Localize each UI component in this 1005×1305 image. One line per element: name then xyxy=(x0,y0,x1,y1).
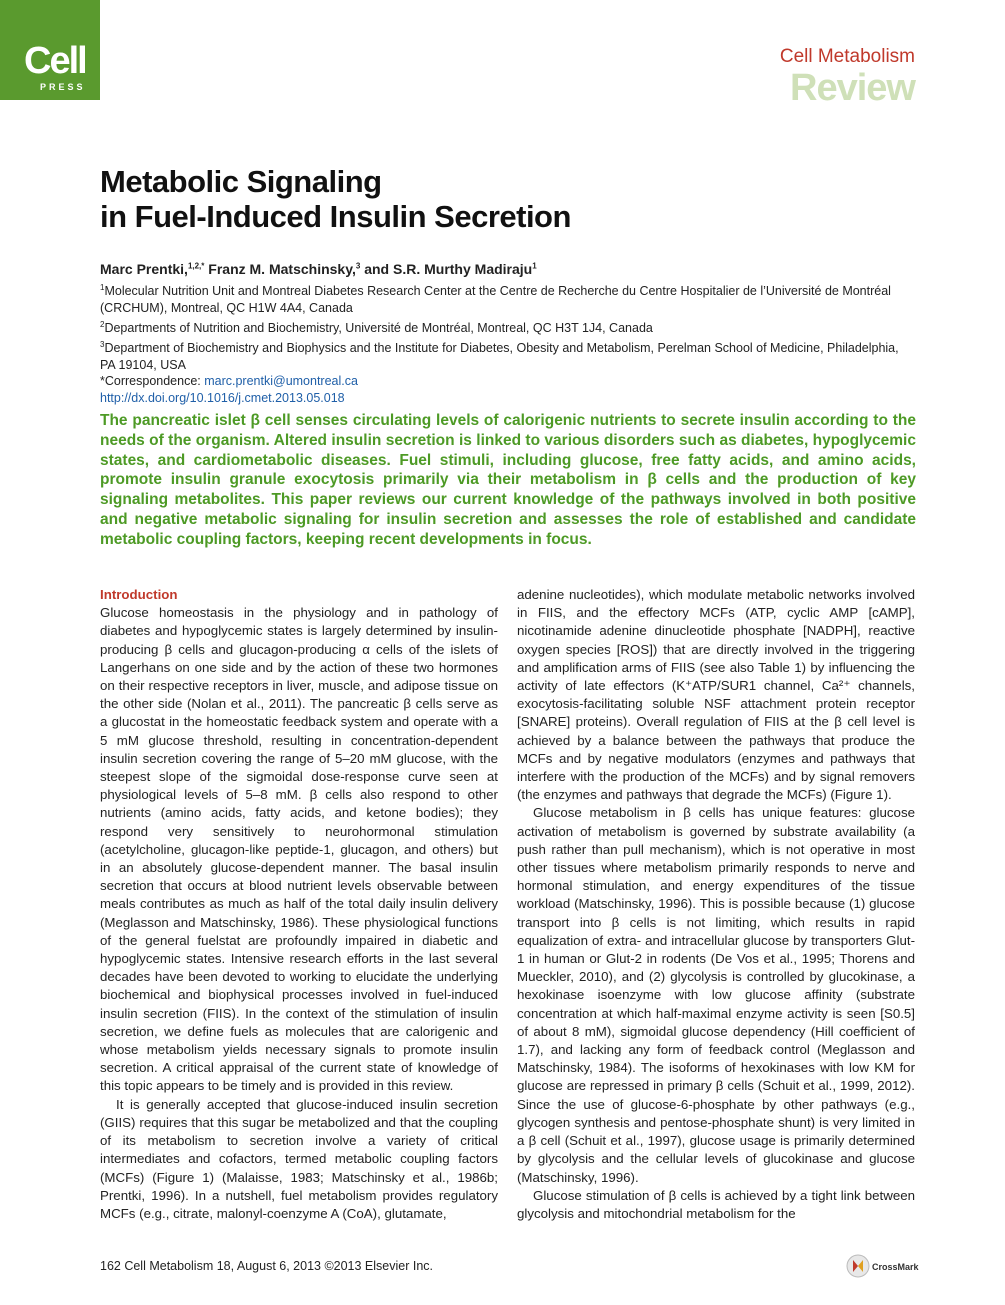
abstract: The pancreatic islet β cell senses circulating levels of calorigenic nutrients to secrete insulin according to the needs of the organism. Altered insulin secretion is linked to various disorders such as diabetes, hypoglycemic states, and cardiometabolic diseases. Fuel stimuli, including glucose, free fatty acids, and amino acids, promote insulin granule exocytosis primarily via their metabolism in β cells and the production of key signaling metabolites. This paper reviews our current knowledge of the pathways involved in both positive and negative metabolic signaling for insulin secretion and assesses the role of established and candidate metabolic coupling factors, keeping recent developments in focus. xyxy=(100,412,916,548)
affiliation-1: $^1$Molecular Nutrition Unit and Montreal Diabetes Research Center at the Centre de Recherche du Centre Hospitalier de l’Université de Montréal (CRCHUM), Montreal, QC H1W 4A4, Canada xyxy=(100,283,891,315)
title-line-1: Metabolic Signaling xyxy=(100,164,382,199)
title-line-2: in Fuel-Induced Insulin Secretion xyxy=(100,199,571,234)
crossmark-label: CrossMark xyxy=(872,1262,919,1272)
paragraph: adenine nucleotides), which modulate metabolic networks involved in FIIS, and the effectory MCFs (ATP, cyclic AMP [cAMP], nicotinamide adenine dinucleotide phosphate [NADPH], reactive oxygen species [ROS]) that are directly involved in the triggering and amplification arms of FIIS (see also Table 1) by influencing the activity of late effectors (K⁺ATP/SUR1 channel, Ca²⁺ channels, exocytosis-facilitating soluble NSF attachment protein receptor [SNARE] proteins). Overall regulation of FIIS at the β cell level is achieved by a balance between the pathways that produce the MCFs and by negative modulators (enzymes and pathways that interfere with the production of the MCFs) and by signal removers (the enzymes and pathways that degrade the MCFs) (Figure 1). xyxy=(517,587,915,803)
affiliation-3: $^3$Department of Biochemistry and Biophysics and the Institute for Diabetes, Obesity and Metabolism, Perelman School of Medicine, Philadelphia, PA 19104, USA xyxy=(100,339,899,372)
paragraph: Glucose stimulation of β cells is achieved by a tight link between glycolysis and mitochondrial metabolism for the xyxy=(517,1187,915,1221)
author-1: Marc Prentki, xyxy=(100,261,188,277)
paragraph: It is generally accepted that glucose-induced insulin secretion (GIIS) requires that this sugar be metabolized and that the coupling of its metabolism to secretion involve a variety of critical intermediates and cofactors, termed metabolic coupling factors (MCFs) (Figure 1) (Malaisse, 1983; Matschinsky et al., 1986b; Prentki, 1996). In a nutshell, fuel metabolism provides regulatory MCFs (e.g., citrate, malonyl-coenzyme A (CoA), glutamate, xyxy=(100,1096,498,1221)
paragraph: Glucose metabolism in β cells has unique features: glucose activation of metabolism is governed by substrate availability (a push rather than pull mechanism), which is not operative in most other tissues where metabolism primarily responds to nerve and hormonal stimulation, and energy expenditures of the tissue workload (Matschinsky, 1996). This is possible because (1) glucose transport into β cells is not limiting, which results in rapid equalization of extra- and intracellular glucose by transporters Glut-1 in human or Glut-2 in rodents (De Vos et al., 1995; Thorens and Mueckler, 2010), and (2) glycolysis is controlled by glucokinase, a hexokinase isoenzyme with low glucose affinity (substrate concentration at which half-maximal enzyme activity is seen [S0.5] of about 8 mM), sigmoidal glucose dependency (Hill coefficient of 1.7), and lacking any form of feedback control (Meglasson and Matschinsky, 1984). The isoforms of hexokinases with low KM for glucose are repressed in primary β cells (Schuit et al., 1999, 2012). Since the use of glucose-6-phosphate by other pathways (e.g., glycogen synthesis and pentose-phosphate shunt) is very limited in a β cell (Schuit et al., 1997), glucose usage is primarily determined by glycolysis and the cellular levels of glucokinase and glucose (Matschinsky, 1996). xyxy=(517,805,915,1185)
page-footer: 162 Cell Metabolism 18, August 6, 2013 ©2013 Elsevier Inc. xyxy=(100,1259,434,1273)
cell-press-logo xyxy=(0,0,100,100)
correspondence: *Correspondence: marc.prentki@umontreal.ca xyxy=(100,374,358,389)
author-2: Franz M. Matschinsky, xyxy=(204,261,356,277)
article-type: Review xyxy=(790,67,915,109)
doi-link[interactable]: http://dx.doi.org/10.1016/j.cmet.2013.05.018 xyxy=(100,391,345,406)
logo-cell-text: Cell xyxy=(24,40,86,82)
author-1-affil: 1,2,* xyxy=(187,261,205,271)
author-list xyxy=(100,261,537,277)
author-2-affil: 3 xyxy=(355,261,361,271)
correspondence-email-link[interactable]: marc.prentki@umontreal.ca xyxy=(204,374,358,389)
body-column-left xyxy=(100,586,498,1223)
doi xyxy=(100,390,900,407)
body-column-right xyxy=(517,586,915,1223)
paragraph: Glucose homeostasis in the physiology and in pathology of diabetes and hypoglycemic states is largely determined by insulin-producing β cells and glucagon-producing α cells of the islets of Langerhans on one side and by the action of these two hormones on their respective receptors in liver, muscle, and adipose tissue on the other side (Nolan et al., 2011). The pancreatic β cells serve as a glucostat in the homeostatic feedback system and operate with a 5 mM glucose threshold, resulting in concentration-dependent insulin secretion covering the range of 5–20 mM glucose, with the steepest slope of the sigmoidal dose-response curve seen at physiological levels of 5–8 mM. β cells also respond to other nutrients (amino acids, fatty acids, and ketone bodies); they respond very sensitively to neurohormonal stimulation (acetylcholine, glucagon-like peptide-1, glucagon, and others) but in an absolutely glucose-dependent manner. The basal insulin secretion that occurs at blood nutrient levels observable between meals contributes as much as half of the total daily insulin delivery (Meglasson and Matschinsky, 1986). These physiological functions of the general fuelstat are profoundly impaired in diabetic and hypoglycemic states. Intensive research efforts in the last several decades have been devoted to working to elucidate the underlying biochemical and biophysical processes involved in fuel-induced insulin secretion (FIIS). In the context of the stimulation of insulin secretion, we define fuels as molecules that are calorigenic and whose metabolism yields necessary signals to promote insulin secretion. A critical appraisal of the current state of knowledge of this topic appears to be timely and is provided in this review. xyxy=(100,605,498,1094)
crossmark-icon[interactable] xyxy=(845,1252,920,1280)
affiliations xyxy=(100,280,900,407)
affiliation-2: $^2$Departments of Nutrition and Biochemistry, Université de Montréal, Montreal, QC H3T 1J4, Canada xyxy=(100,319,653,335)
author-3: and S.R. Murthy Madiraju xyxy=(360,261,533,277)
section-heading-introduction: Introduction xyxy=(100,587,178,602)
article-title xyxy=(100,164,800,234)
logo-press-text: PRESS xyxy=(40,82,86,92)
journal-name: Cell Metabolism xyxy=(779,46,915,67)
author-3-affil: 1 xyxy=(532,261,537,271)
